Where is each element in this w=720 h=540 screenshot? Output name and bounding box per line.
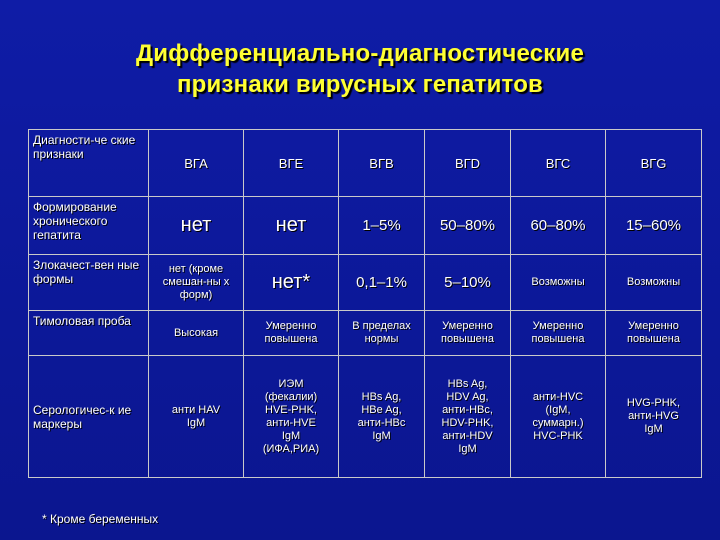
column-header-vgd: ВГD bbox=[425, 130, 511, 197]
column-header-vgs: ВГС bbox=[511, 130, 606, 197]
slide-title bbox=[0, 38, 720, 100]
table-cell: анти HAV IgM bbox=[149, 356, 244, 478]
table-cell: Умеренно повышена bbox=[511, 311, 606, 356]
table-row bbox=[29, 255, 702, 311]
table-cell: Умеренно повышена bbox=[244, 311, 339, 356]
table-cell: 50–80% bbox=[425, 197, 511, 255]
table-cell: 60–80% bbox=[511, 197, 606, 255]
table-header-row bbox=[29, 130, 702, 197]
comparison-table bbox=[28, 129, 702, 478]
table-cell: Умеренно повышена bbox=[425, 311, 511, 356]
table-cell: ИЭМ (фекалии) HVE-PHK, анти-HVE IgM (ИФА,РИА) bbox=[244, 356, 339, 478]
column-header-vge: ВГЕ bbox=[244, 130, 339, 197]
table-cell: 0,1–1% bbox=[339, 255, 425, 311]
row-label-serology: Серологичес-к ие маркеры bbox=[29, 356, 149, 478]
table-cell: 1–5% bbox=[339, 197, 425, 255]
row-label-malignant: Злокачест-вен ные формы bbox=[29, 255, 149, 311]
slide-title-line-1: Дифференциально-диагностические bbox=[135, 40, 585, 67]
table-cell: HVG-PHK, анти-HVG IgM bbox=[606, 356, 702, 478]
table-cell: нет bbox=[244, 197, 339, 255]
table-cell: 15–60% bbox=[606, 197, 702, 255]
footnote: * Кроме беременных bbox=[42, 512, 159, 526]
table-cell: HBs Ag, HDV Ag, анти-HBc, HDV-PHK, анти-HDV IgM bbox=[425, 356, 511, 478]
table-row bbox=[29, 356, 702, 478]
table-cell: Умеренно повышена bbox=[606, 311, 702, 356]
column-header-vga: ВГА bbox=[149, 130, 244, 197]
table-corner-cell: Диагности-че ские признаки bbox=[29, 130, 149, 197]
table-cell: HBs Ag, HBe Ag, анти-HBc IgM bbox=[339, 356, 425, 478]
column-header-vgg: ВГG bbox=[606, 130, 702, 197]
row-label-thymol: Тимоловая проба bbox=[29, 311, 149, 356]
table-cell: 5–10% bbox=[425, 255, 511, 311]
table-cell: Высокая bbox=[149, 311, 244, 356]
table-cell: анти-HVC (IgM, суммарн.) HVC-PHK bbox=[511, 356, 606, 478]
table-cell: Возможны bbox=[511, 255, 606, 311]
table-row bbox=[29, 311, 702, 356]
column-header-vgv: ВГВ bbox=[339, 130, 425, 197]
table-cell: нет* bbox=[244, 255, 339, 311]
table-cell: В пределах нормы bbox=[339, 311, 425, 356]
table-cell: Возможны bbox=[606, 255, 702, 311]
table-cell: нет (кроме смешан-ны х форм) bbox=[149, 255, 244, 311]
table-cell: нет bbox=[149, 197, 244, 255]
slide-title-line-2: признаки вирусных гепатитов bbox=[176, 71, 544, 98]
table-row bbox=[29, 197, 702, 255]
row-label-chronic: Формирование хронического гепатита bbox=[29, 197, 149, 255]
